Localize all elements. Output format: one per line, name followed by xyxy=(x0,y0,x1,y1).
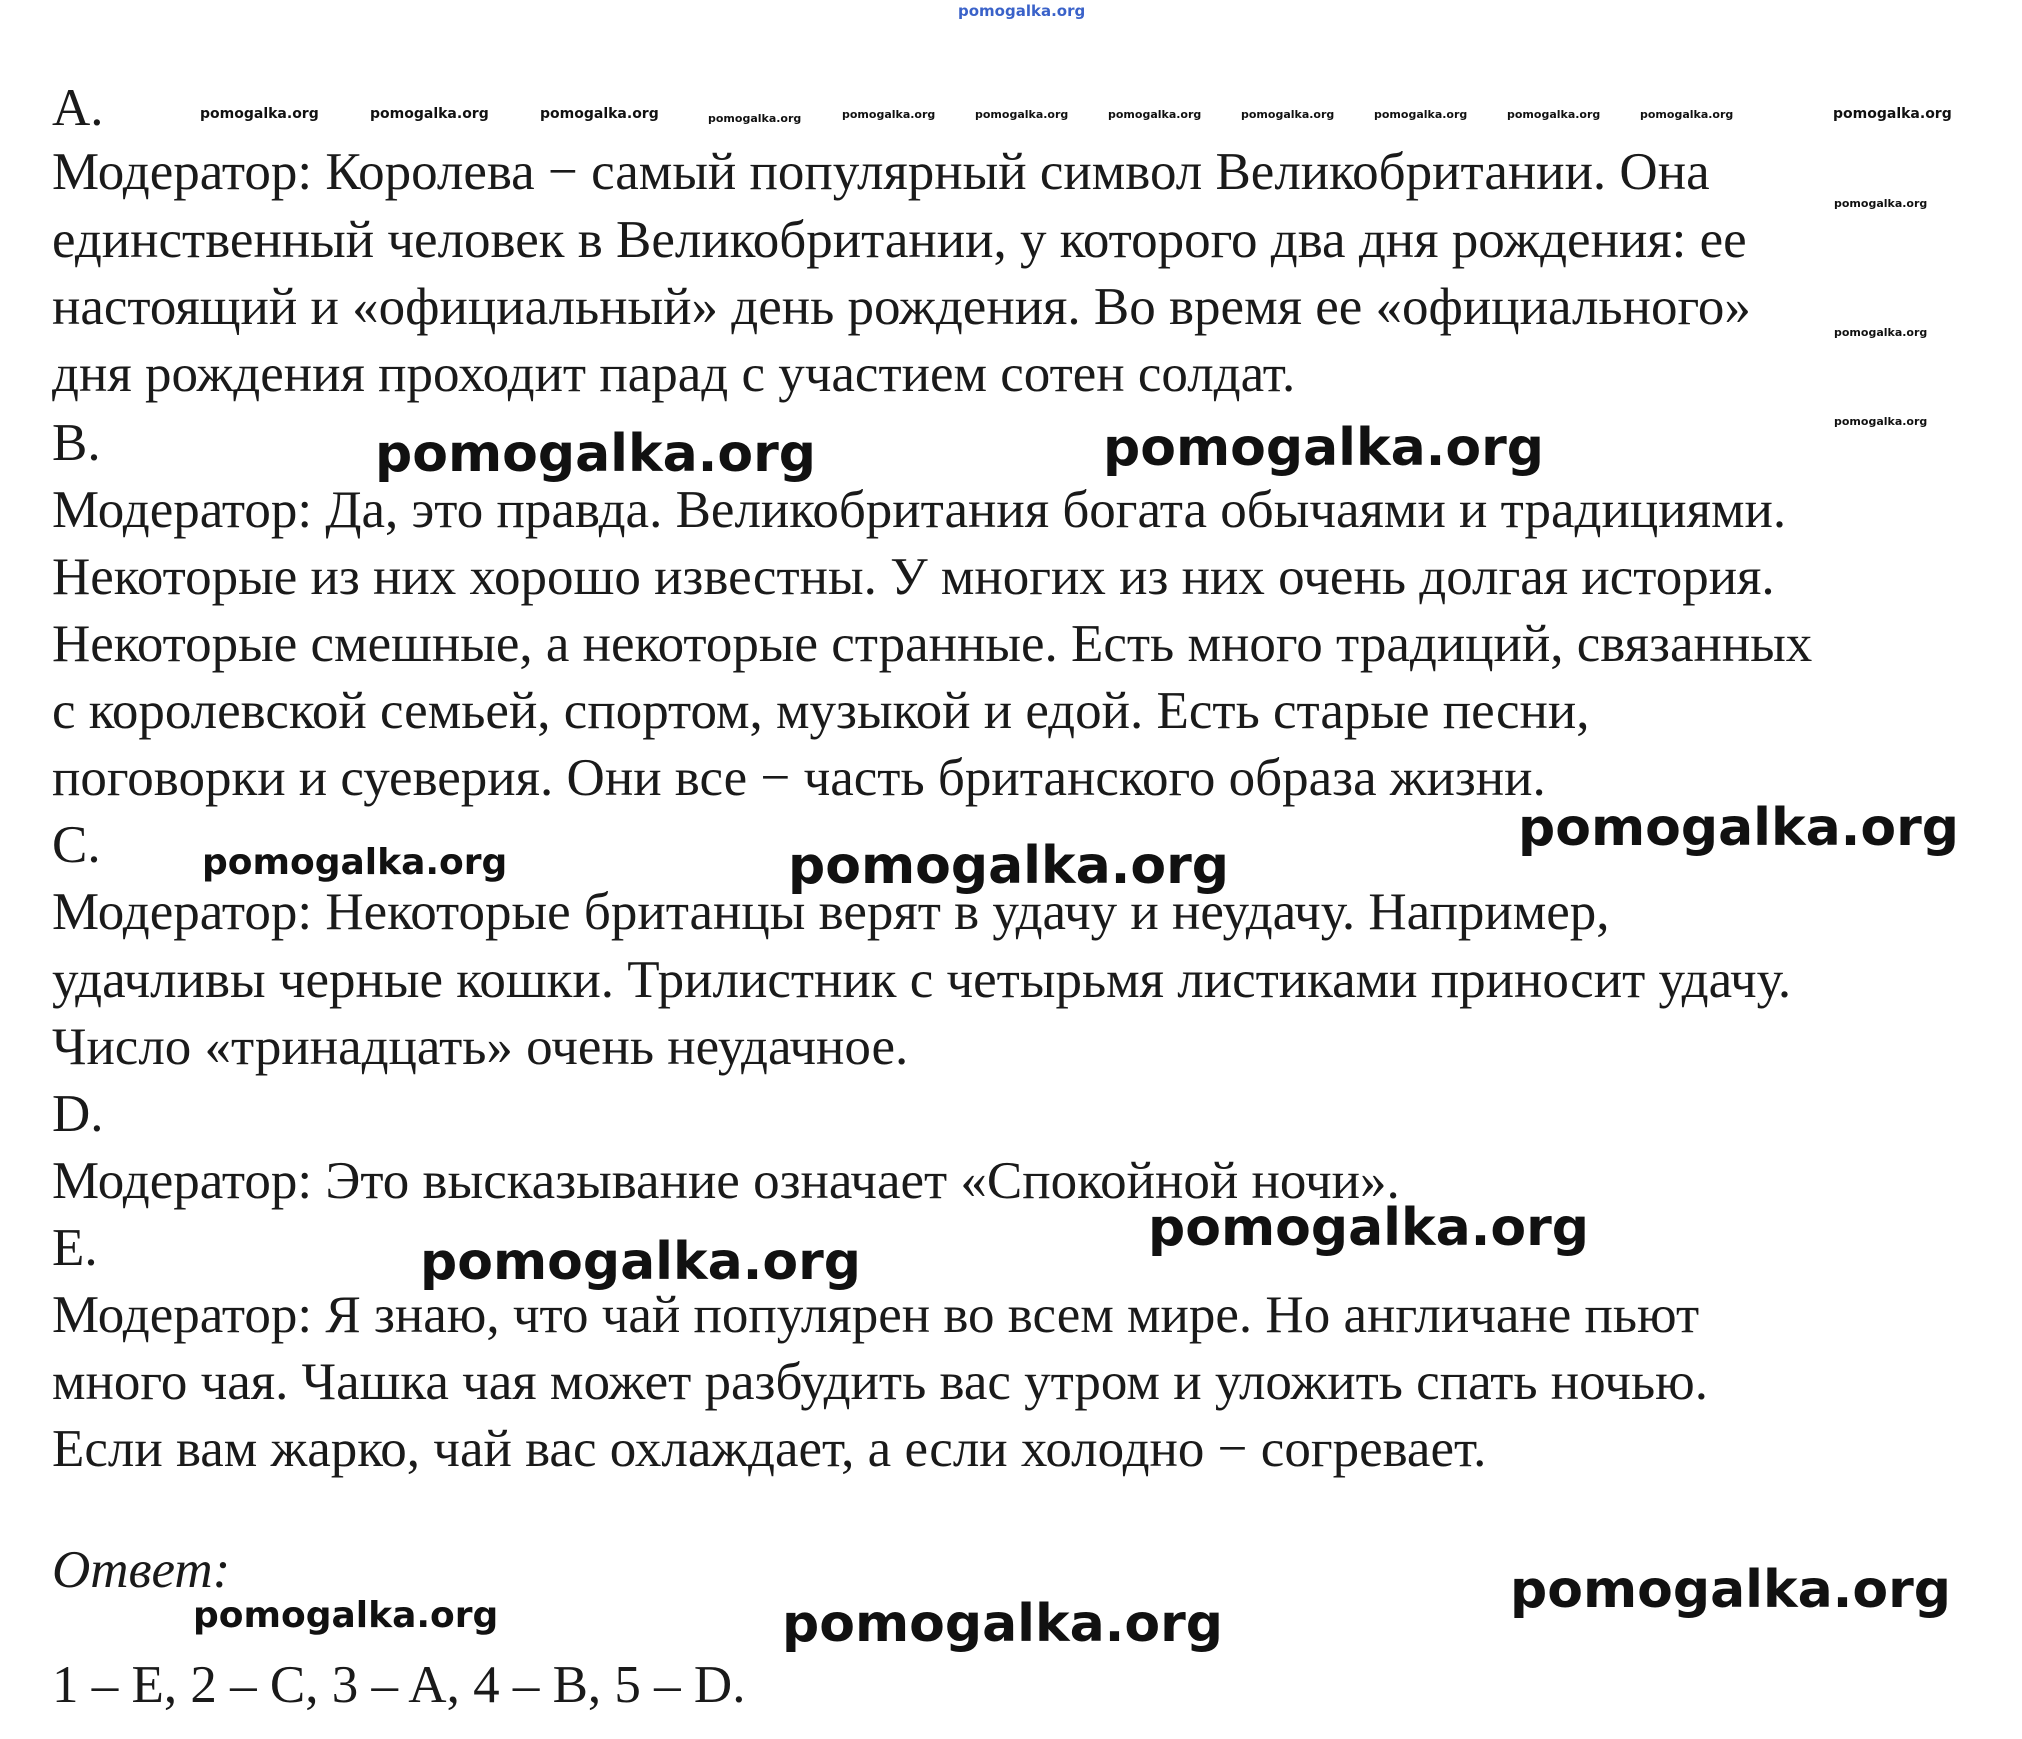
text-line: много чая. Чашка чая может разбудить вас утром и уложить спать ночью. xyxy=(52,1353,1708,1411)
text-line: единственный человек в Великобритании, у которого два дня рождения: ее xyxy=(52,211,1747,269)
watermark: pomogalka.org xyxy=(782,1594,1224,1654)
text-line: Модератор: Королева − самый популярный символ Великобритании. Она xyxy=(52,143,1710,201)
section-label-d: D. xyxy=(52,1085,104,1143)
watermark: pomogalka.org xyxy=(1833,106,1952,122)
watermark: pomogalka.org xyxy=(975,108,1069,121)
watermark: pomogalka.org xyxy=(193,1595,499,1636)
watermark: pomogalka.org xyxy=(1148,1198,1590,1258)
answer-text: 1 – E, 2 – C, 3 – A, 4 – B, 5 – D. xyxy=(52,1656,746,1714)
text-line: Модератор: Да, это правда. Великобритания богата обычаями и традициями. xyxy=(52,481,1787,539)
watermark: pomogalka.org xyxy=(420,1232,862,1292)
text-line: с королевской семьей, спортом, музыкой и едой. Есть старые песни, xyxy=(52,682,1590,740)
answer-label: Ответ: xyxy=(52,1541,231,1599)
watermark: pomogalka.org xyxy=(540,106,659,122)
text-line: дня рождения проходит парад с участием сотен солдат. xyxy=(52,345,1296,403)
watermark: pomogalka.org xyxy=(370,106,489,122)
text-line: Модератор: Это высказывание означает «Спокойной ночи». xyxy=(52,1152,1400,1210)
section-label-e: E. xyxy=(52,1219,98,1277)
watermark: pomogalka.org xyxy=(1108,108,1202,121)
watermark: pomogalka.org xyxy=(842,108,936,121)
section-label-c: C. xyxy=(52,816,101,874)
text-line: Некоторые смешные, а некоторые странные. Есть много традиций, связанных xyxy=(52,615,1813,673)
watermark: pomogalka.org xyxy=(1241,108,1335,121)
header-watermark: pomogalka.org xyxy=(958,2,1086,20)
text-line: удачливы черные кошки. Трилистник с четырьмя листиками приносит удачу. xyxy=(52,951,1792,1009)
watermark: pomogalka.org xyxy=(375,424,817,484)
text-line: настоящий и «официальный» день рождения. Во время ее «официального» xyxy=(52,278,1751,336)
watermark: pomogalka.org xyxy=(1103,418,1545,478)
watermark: pomogalka.org xyxy=(1507,108,1601,121)
text-line: поговорки и суеверия. Они все − часть британского образа жизни. xyxy=(52,749,1546,807)
watermark: pomogalka.org xyxy=(202,842,508,883)
watermark: pomogalka.org xyxy=(1640,108,1734,121)
watermark: pomogalka.org xyxy=(1510,1560,1952,1620)
text-line: Некоторые из них хорошо известны. У многих из них очень долгая история. xyxy=(52,548,1775,606)
watermark: pomogalka.org xyxy=(1834,415,1928,428)
watermark: pomogalka.org xyxy=(1834,326,1928,339)
watermark: pomogalka.org xyxy=(1518,798,1960,858)
text-line: Модератор: Некоторые британцы верят в удачу и неудачу. Например, xyxy=(52,883,1610,941)
watermark: pomogalka.org xyxy=(200,106,319,122)
watermark: pomogalka.org xyxy=(1834,197,1928,210)
watermark: pomogalka.org xyxy=(708,112,802,125)
text-line: Если вам жарко, чай вас охлаждает, а если холодно − согревает. xyxy=(52,1420,1487,1478)
text-line: Число «тринадцать» очень неудачное. xyxy=(52,1018,909,1076)
watermark: pomogalka.org xyxy=(1374,108,1468,121)
text-line: Модератор: Я знаю, что чай популярен во всем мире. Но англичане пьют xyxy=(52,1286,1700,1344)
watermark: pomogalka.org xyxy=(788,836,1230,896)
section-label-b: B. xyxy=(52,414,101,472)
section-label-a: A. xyxy=(52,79,104,137)
